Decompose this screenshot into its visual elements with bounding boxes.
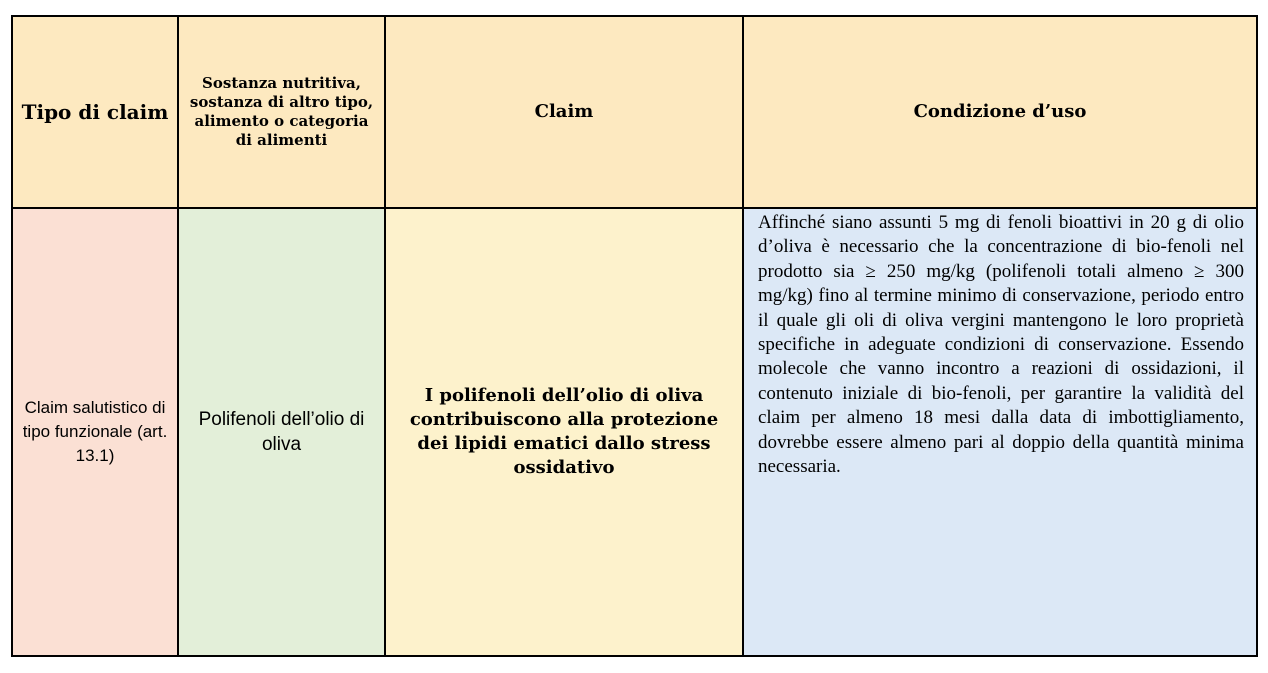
- claim-type-text: Claim salutistico di tipo funzionale (art. 13.1): [22, 398, 168, 465]
- header-claim-type: [12, 16, 178, 208]
- header-claim-type-label: Tipo di claim: [21, 100, 169, 124]
- table-row: [12, 208, 1257, 656]
- claim-text: I polifenoli dell’olio di oliva contribuiscono alla protezione dei lipidi ematici dallo stress ossidativo: [409, 385, 719, 478]
- table-header-row: [12, 16, 1257, 208]
- header-claim: [385, 16, 743, 208]
- substance-text: Polifenoli dell’olio di oliva: [198, 409, 365, 455]
- cell-claim-type: [12, 208, 178, 656]
- header-condition-label: Condizione d’uso: [913, 101, 1087, 122]
- cell-substance: [178, 208, 385, 656]
- header-condition: [743, 16, 1257, 208]
- condition-text: Affinché siano assunti 5 mg di fenoli bioattivi in 20 g di olio d’oliva è necessario che la concentrazione di bio-fenoli nel prodotto sia ≥ 250 mg/kg (polifenoli totali almeno ≥ 300 mg/kg) fino al termine minimo di conservazione, periodo entro il quale gli oli di oliva vergini mantengono le loro proprietà specifiche in adeguate condizioni di conservazione. Essendo molecole che vanno incontro a reazioni di ossidazioni, il contenuto iniziale di bio-fenoli, per garantire la validità del claim per almeno 18 mesi dalla data di imbottigliamento, dovrebbe essere almeno pari al doppio della quantità minima necessaria.: [758, 212, 1244, 478]
- health-claim-table: [11, 15, 1258, 657]
- cell-claim: [385, 208, 743, 656]
- header-claim-label: Claim: [534, 101, 594, 122]
- header-substance-label: Sostanza nutritiva, sostanza di altro tipo, alimento o categoria di alimenti: [189, 74, 374, 149]
- header-substance: [178, 16, 385, 208]
- cell-condition: [743, 208, 1257, 656]
